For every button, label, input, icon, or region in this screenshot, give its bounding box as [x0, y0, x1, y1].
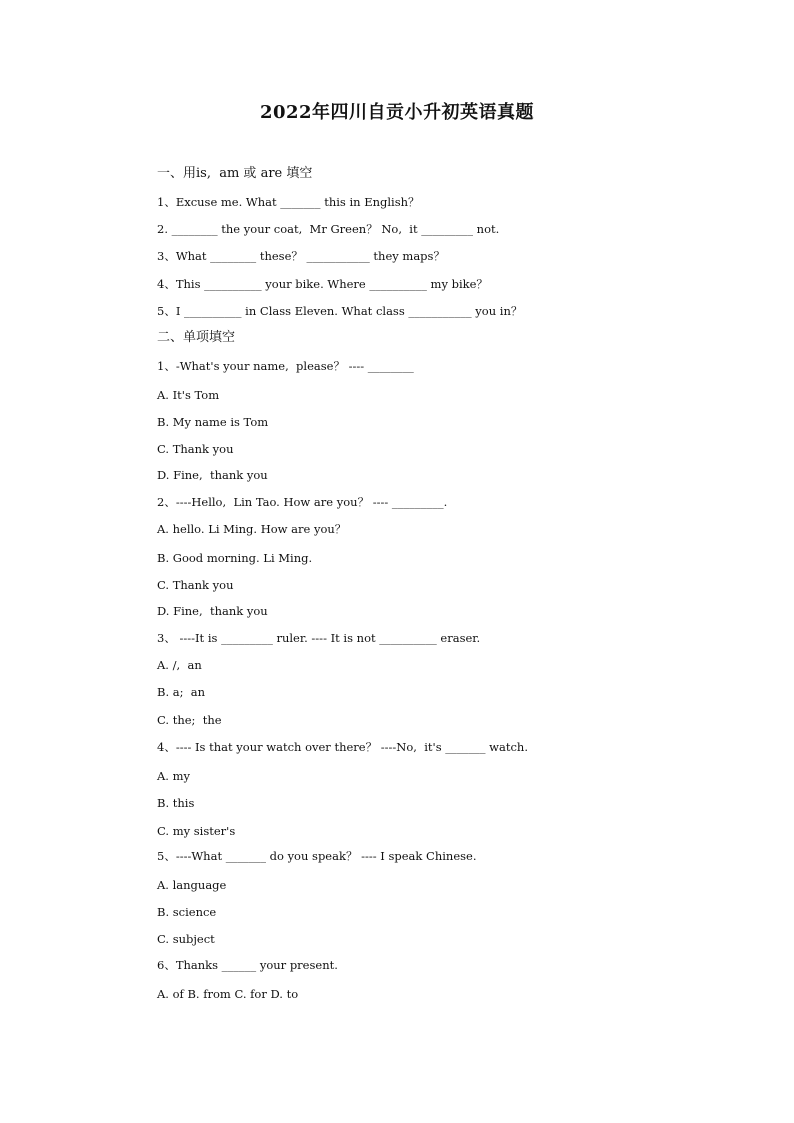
option-line: A. language — [157, 878, 227, 892]
question-line: 4、---- Is that your watch over there？ ----No, it's _______ watch. — [157, 740, 528, 754]
option-line: D. Fine, thank you — [157, 468, 268, 482]
question-line: 6、Thanks ______ your present. — [157, 958, 338, 972]
option-line: C. my sister's — [157, 824, 236, 838]
question-line: 5、I __________ in Class Eleven. What class ___________ you in？ — [157, 304, 523, 318]
question-line: 4、This __________ your bike. Where __________ my bike？ — [157, 277, 488, 291]
option-line: B. a; an — [157, 685, 206, 699]
option-line: A. /, an — [157, 658, 202, 672]
option-line: C. the; the — [157, 713, 222, 727]
section-heading-fill-blank: 一、用is, am 或 are 填空 — [157, 166, 313, 181]
option-line: B. Good morning. Li Ming. — [157, 551, 313, 565]
option-line: D. Fine, thank you — [157, 604, 268, 618]
option-line: C. Thank you — [157, 442, 234, 456]
document-title: 2022年四川自贡小升初英语真题 — [259, 102, 535, 123]
option-line: A. my — [157, 769, 191, 783]
question-line: 3、 ----It is _________ ruler. ---- It is not __________ eraser. — [157, 631, 481, 645]
option-line: C. subject — [157, 932, 215, 946]
option-line: B. science — [157, 905, 217, 919]
option-line: A. It's Tom — [157, 388, 220, 402]
question-line: 1、-What's your name, please？ ---- ________ — [157, 359, 414, 373]
section-heading-multiple-choice: 二、单项填空 — [157, 330, 236, 345]
option-line: A. of B. from C. for D. to — [157, 987, 299, 1001]
question-line: 5、----What _______ do you speak？ ---- I speak Chinese. — [157, 849, 477, 863]
question-line: 2、----Hello, Lin Tao. How are you？ ---- _________. — [157, 495, 448, 509]
option-line: B. My name is Tom — [157, 415, 269, 429]
option-line: B. this — [157, 796, 195, 810]
question-line: 3、What ________ these？ ___________ they maps？ — [157, 249, 445, 263]
question-line: 2. ________ the your coat, Mr Green？ No, it _________ not. — [157, 222, 500, 236]
question-line: 1、Excuse me. What _______ this in English？ — [157, 195, 420, 209]
option-line: A. hello. Li Ming. How are you？ — [157, 522, 347, 536]
option-line: C. Thank you — [157, 578, 234, 592]
